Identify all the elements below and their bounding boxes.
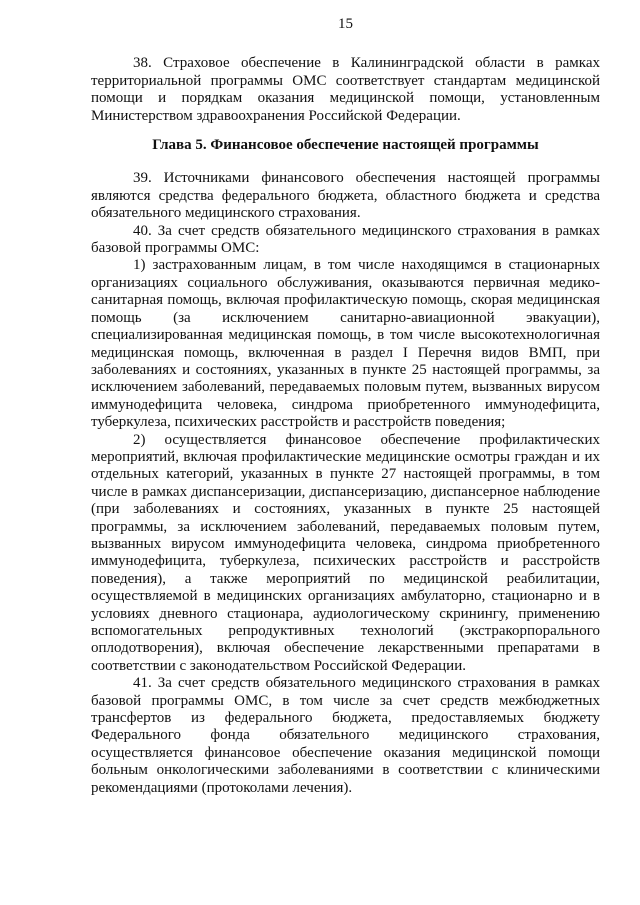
paragraph-40-item-1: 1) застрахованным лицам, в том числе находящимся в стационарных организациях социального обслуживания, оказываются первичная медико-санитарная помощь, включая профилактическую помощь, скорая медицинская помощь (за исключением санитарно-авиационной эвакуации), специализированная медицинская помощь, в том числе высокотехнологичная медицинская помощь, включенная в раздел I Перечня видов ВМП, при заболеваниях и состояниях, указанных в пункте 25 настоящей программы, за исключением заболеваний, передаваемых половым путем, вызванных вирусом иммунодефицита человека, синдрома приобретенного иммунодефицита, туберкулеза, психических расстройств и расстройств поведения; bbox=[91, 257, 600, 431]
paragraph-40-item-2: 2) осуществляется финансовое обеспечение профилактических мероприятий, включая профилактические медицинские осмотры граждан и их отдельных категорий, указанных в пункте 27 настоящей программы, в том числе в рамках диспансеризации, диспансеризацию, диспансерное наблюдение (при заболеваниях и состояниях, указанных в пункте 25 настоящей программы, за исключением заболеваний, передаваемых половым путем, вызванных вирусом иммунодефицита человека, синдрома приобретенного иммунодефицита, туберкулеза, психических расстройств и расстройств поведения), а также мероприятий по медицинской реабилитации, осуществляемой в медицинских организациях амбулаторно, стационарно и в условиях дневного стационара, аудиологическому скринингу, применению вспомогательных репродуктивных технологий (экстракорпорального оплодотворения), включая обеспечение лекарственными препаратами в соответствии с законодательством Российской Федерации. bbox=[91, 431, 600, 674]
page-number: 15 bbox=[338, 16, 353, 32]
paragraph-39: 39. Источниками финансового обеспечения настоящей программы являются средства федерального бюджета, областного бюджета и средства обязательного медицинского страхования. bbox=[91, 170, 600, 222]
chapter-title: Глава 5. Финансовое обеспечение настоящей программы bbox=[152, 137, 539, 154]
paragraph-38: 38. Страховое обеспечение в Калининградской области в рамках территориальной программы ОМС соответствует стандартам медицинской помощи и порядкам оказания медицинской помощи, установленным Министерством здравоохранения Российской Федерации. bbox=[91, 55, 600, 124]
paragraph-41: 41. За счет средств обязательного медицинского страхования в рамках базовой программы ОМС, в том числе за счет средств межбюджетных трансфертов из федерального бюджета, предоставляемых бюджету Федерального фонда обязательного медицинского страхования, осуществляется финансовое обеспечение оказания медицинской помощи больным онкологическими заболеваниями в соответствии с клиническими рекомендациями (протоколами лечения). bbox=[91, 675, 600, 796]
paragraph-40: 40. За счет средств обязательного медицинского страхования в рамках базовой программы ОМС: bbox=[91, 222, 600, 257]
